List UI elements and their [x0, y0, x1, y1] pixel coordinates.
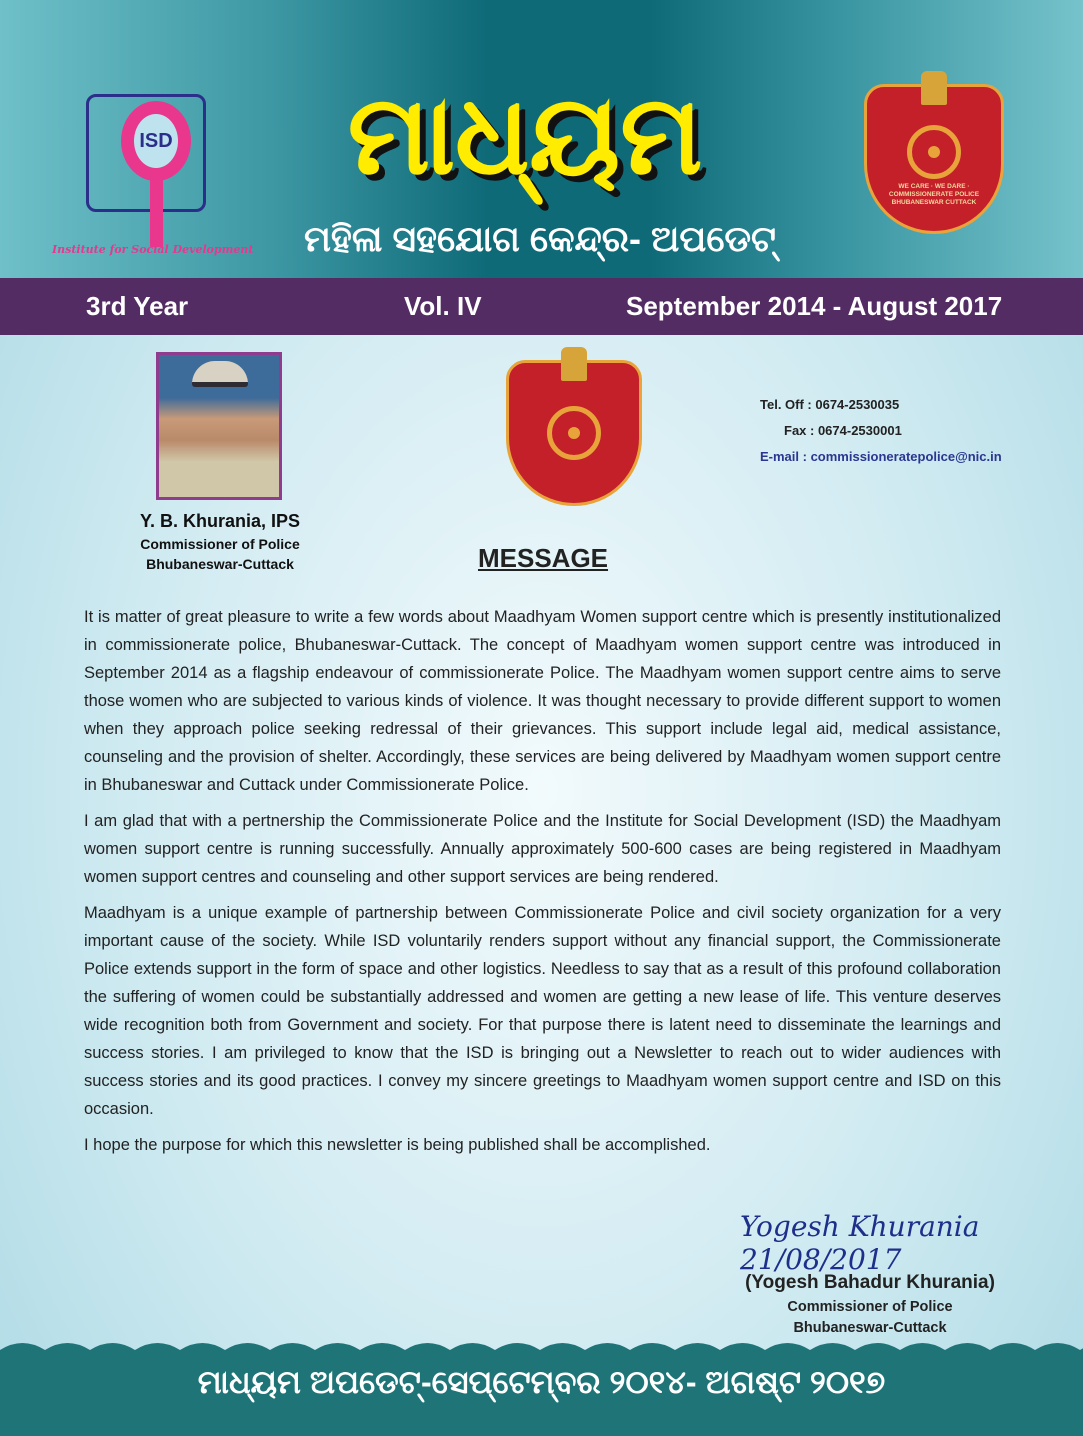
person-role: Commissioner of Police: [140, 536, 300, 552]
paragraph: I hope the purpose for which this newsletter is being published shall be accomplished.: [84, 1136, 711, 1154]
police-emblem-center: [506, 360, 642, 506]
police-emblem-logo: [864, 84, 1004, 234]
ashoka-emblem-icon: [921, 71, 947, 105]
contact-info: [760, 392, 1002, 470]
handwritten-signature: Yogesh Khurania 21/08/2017: [740, 1210, 980, 1276]
wheel-icon: [907, 125, 961, 179]
isd-logo: [86, 94, 206, 212]
isd-logo-ring: [121, 101, 191, 181]
person-place: Bhubaneswar-Cuttack: [146, 556, 294, 572]
message-title: MESSAGE: [478, 543, 609, 573]
female-symbol-stem: [150, 177, 163, 247]
masthead: [0, 0, 1083, 278]
newsletter-subtitle: ମହିଳା ସହଯୋଗ କେନ୍ଦ୍ର- ଅପଡେଟ୍: [304, 218, 776, 259]
issue-period: September 2014 - August 2017: [626, 291, 1003, 321]
signer-block: [720, 1272, 1020, 1336]
paragraph: It is matter of great pleasure to write a few words about Maadhyam Women support centre which is presently institutionalized in commissionerate police, Bhubaneswar-Cuttack. The concept of Maadhyam women support centre was introduced in September 2014 as a flagship endeavour of commissionerate Police. The Maadhyam women support centre aims to serve those women who are subjected to various kinds of violence. It was thought necessary to provide different support to women when they approach police seeking redressal of their grievances. This support include legal aid, medical assistance, counseling and the provision of shelter. Accordingly, these services are being delivered by Maadhyam women support centre in Bhubaneswar and Cuttack under Commissionerate Police.: [84, 608, 1001, 794]
fax: Fax : 0674-2530001: [784, 423, 902, 438]
isd-caption: Institute for Social Development: [52, 243, 254, 256]
isd-logo-text: ISD: [139, 129, 173, 152]
newsletter-title: ମାଧ୍ୟମ: [347, 74, 703, 197]
issue-volume: Vol. IV: [404, 291, 482, 321]
police-logo-text: WE CARE · WE DARE · COMMISSIONERATE POLICE BHUBANESWAR CUTTACK: [888, 183, 980, 206]
footer-text: ମାଧ୍ୟମ ଅପଡେଟ୍-ସେପ୍ଟେମ୍ବର ୨୦୧୪- ଅଗଷ୍ଟ ୨୦୧୭: [197, 1364, 886, 1400]
police-cap: [192, 361, 248, 387]
email[interactable]: E-mail : commissioneratepolice@nic.in: [760, 449, 1002, 464]
issue-bar: [0, 278, 1083, 335]
wheel-icon: [547, 406, 601, 460]
message-body: [84, 603, 1001, 1167]
paragraph: Maadhyam is a unique example of partnership between Commissionerate Police and civil society organization for a very important cause of the society. While ISD voluntarily renders support without any financial support, the Commissionerate Police extends support in the form of space and other logistics. Needless to say that as a result of this profound collaboration the suffering of women could be substantially addressed and women are getting a new lease of life. This venture deserves wide recognition both from Government and society. For that purpose there is latent need to disseminate the learnings and success stories. I am privileged to know that the ISD is bringing out a Newsletter to reach out to wider audiences with success stories and its good practices. I convey my sincere greetings to Maadhyam women support centre and ISD on this occasion.: [84, 904, 1001, 1118]
footer: [0, 1350, 1083, 1436]
signer-role: Commissioner of Police: [787, 1299, 953, 1315]
tel: Tel. Off : 0674-2530035: [760, 397, 900, 412]
commissioner-photo: [156, 352, 282, 500]
person-name: Y. B. Khurania, IPS: [139, 511, 301, 531]
issue-year: 3rd Year: [86, 291, 189, 321]
ashoka-emblem-icon: [561, 347, 587, 381]
paragraph: I am glad that with a pertnership the Commissionerate Police and the Institute for Social Development (ISD) the Maadhyam women support centre is running successfully. Annually approximately 500-600 cases are being registered in Maadhyam women support centres and counseling and other support services are being rendered.: [84, 812, 1001, 886]
signer-place: Bhubaneswar-Cuttack: [793, 1320, 947, 1336]
signer-name: (Yogesh Bahadur Khurania): [745, 1272, 995, 1293]
commissioner-info: [100, 511, 340, 572]
